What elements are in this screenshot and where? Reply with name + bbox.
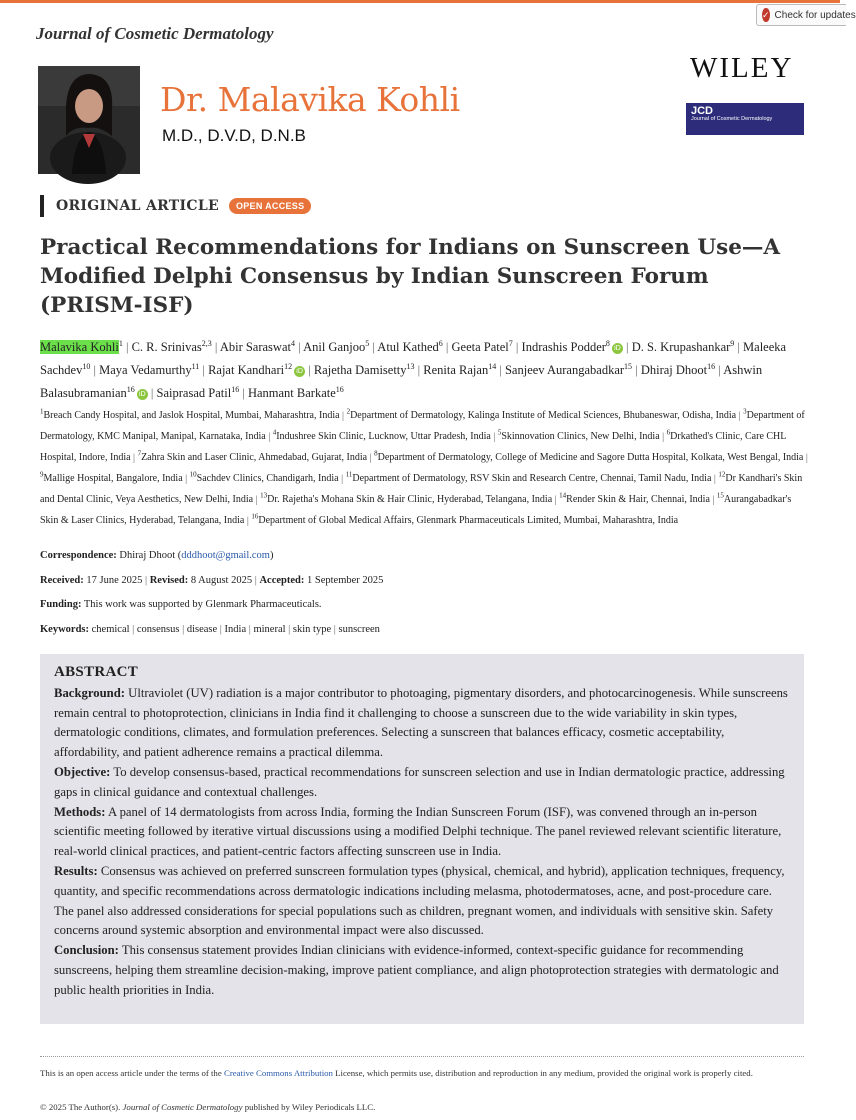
author-affiliation-sup: 14: [488, 362, 497, 372]
correspondence: Correspondence: Dhiraj Dhoot (dddhoot@gmail.com): [40, 550, 274, 561]
affiliation-item: [346, 473, 712, 484]
author-separator: |: [147, 386, 157, 401]
author-affiliation-sup: 5: [365, 339, 370, 348]
keyword[interactable]: skin type: [292, 624, 332, 635]
keyword-separator: |: [129, 624, 137, 635]
affiliation-text: Dr. Rajetha's Mohana Skin & Hair Clinic, Hyderabad, Telangana, India: [267, 494, 553, 506]
results-text: Consensus was achieved on preferred sunscreen formulation types (physical, chemical, and hybrid), application techniques, frequency, quantity, and specific recommendations across dermatologic indications including melasma, photodermatoses, acne, and post-procedure care. The panel also addressed considerations for special populations such as children, pregnant women, and individuals with sensitive skin. Safety concerns around systemic absorption and environmental impact were also discussed.: [54, 863, 785, 938]
affiliation-text: Aurangabadkar's Skin & Laser Clinics, Hyderabad, Telangana, India: [40, 494, 792, 527]
keyword-separator: |: [179, 624, 187, 635]
copyright-journal: Journal of Cosmetic Dermatology: [122, 1102, 243, 1112]
author-separator: |: [90, 363, 100, 378]
article-type-row: [40, 195, 311, 217]
author-item[interactable]: [157, 386, 240, 400]
affiliation-text: Department of Dermatology, KMC Manipal, Manipal, Karnataka, India: [40, 410, 805, 443]
abstract-box: [40, 654, 804, 1024]
affiliation-sup: 7: [137, 450, 142, 459]
affiliation-separator: |: [709, 494, 717, 506]
affiliation-text: Drkathed's Clinic, Care CHL Hospital, Indore, India: [40, 431, 787, 464]
author-item[interactable]: [248, 386, 344, 400]
correspondence-name: Dhiraj Dhoot: [119, 550, 176, 561]
affiliation-sup: 3: [743, 408, 747, 416]
author-photo: [38, 66, 140, 174]
orcid-icon[interactable]: iD: [612, 343, 623, 354]
abstract-conclusion: [54, 941, 790, 1000]
author-item[interactable]: [314, 363, 415, 377]
journal-logo-subtitle: Journal of Cosmetic Dermatology: [691, 116, 773, 122]
author-affiliation-sup: 15: [624, 362, 633, 372]
author-affiliation-sup: 10: [82, 362, 91, 372]
affiliation-text: Sachdev Clinics, Chandigarh, India: [196, 473, 339, 485]
affiliation-text: Department of Global Medical Affairs, Glenmark Pharmaceuticals Limited, Mumbai, Maharashtra, India: [258, 515, 679, 527]
keywords-list: [92, 624, 380, 635]
affiliation-separator: |: [339, 410, 347, 422]
author-item[interactable]: [632, 340, 735, 354]
affiliation-sup: 6: [666, 429, 671, 438]
top-accent-bar: [0, 0, 840, 3]
author-affiliation-sup: 16: [231, 385, 240, 395]
keyword-separator: |: [285, 624, 293, 635]
affiliation-separator: |: [803, 452, 808, 464]
copyright-notice: [40, 1102, 375, 1112]
affiliation-separator: |: [367, 452, 375, 464]
author-name[interactable]: Atul Kathed: [377, 340, 439, 355]
affiliation-text: Dr Kandhari's Skin and Dental Clinic, Veya Aesthetics, New Delhi, India: [40, 473, 803, 506]
keyword-separator: |: [217, 624, 225, 635]
affiliation-text: Mallige Hospital, Bangalore, India: [43, 473, 183, 485]
orcid-icon[interactable]: iD: [294, 366, 305, 377]
author-item[interactable]: [99, 363, 199, 377]
correspondence-email[interactable]: dddhoot@gmail.com: [181, 550, 270, 561]
affiliation-separator: |: [265, 431, 273, 443]
journal-logo-abbr: JCD: [691, 105, 714, 117]
affiliation-item: [260, 494, 552, 505]
affiliation-item: [40, 473, 183, 484]
affiliation-separator: |: [253, 494, 261, 506]
affiliation-sup: 12: [718, 471, 726, 480]
check-for-updates-button[interactable]: [756, 4, 856, 26]
affiliation-sup: 10: [189, 471, 197, 480]
open-access-badge[interactable]: OPEN ACCESS: [229, 198, 311, 214]
keyword[interactable]: disease: [186, 624, 218, 635]
author-item[interactable]: [132, 340, 212, 354]
affiliation-separator: |: [736, 410, 744, 422]
author-item[interactable]: [220, 340, 295, 354]
affiliation-item: [190, 473, 339, 484]
author-affiliation-sup: 1: [118, 339, 123, 348]
affiliation-sup: 9: [40, 471, 44, 480]
author-separator: |: [305, 363, 314, 378]
background-label: Background:: [54, 685, 125, 700]
revised-date: 8 August 2025: [190, 575, 253, 586]
copyright-suffix: published by Wiley Periodicals LLC.: [244, 1102, 376, 1112]
affiliation-item: [251, 515, 678, 526]
article-dates: Received: 17 June 2025 | Revised: 8 August 2025 | Accepted: 1 September 2025: [40, 575, 384, 586]
author-separator: |: [734, 340, 744, 355]
author-affiliation-sup: 9: [730, 339, 735, 348]
keyword[interactable]: chemical: [91, 624, 130, 635]
affiliation-sup: 11: [345, 471, 353, 480]
author-affiliation-sup: 16: [126, 385, 135, 395]
revised-label: Revised:: [149, 575, 189, 586]
funding-label: Funding:: [40, 599, 82, 610]
affiliation-item: [347, 410, 737, 421]
author-affiliation-sup: 8: [605, 339, 610, 348]
author-item[interactable]: [641, 363, 715, 377]
conclusion-label: Conclusion:: [54, 943, 119, 958]
author-separator: |: [369, 340, 378, 355]
affiliation-separator: |: [130, 452, 138, 464]
author-name[interactable]: D. S. Krupashankar: [631, 340, 731, 355]
conclusion-text: This consensus statement provides Indian clinicians with evidence-informed, context-specific guidance for recommending sunscreens, helping them streamline decision-making, improve patient compliance, and align photoprotection strategies with dermatologic and public health priorities in India.: [54, 943, 779, 997]
license-notice: [40, 1067, 810, 1080]
keyword[interactable]: consensus: [136, 624, 180, 635]
affiliation-sup: 15: [716, 492, 724, 501]
objective-label: Objective:: [54, 764, 111, 779]
author-separator: |: [199, 363, 209, 378]
author-name[interactable]: Anil Ganjoo: [303, 340, 366, 355]
author-name[interactable]: Sanjeev Aurangabadkar: [504, 363, 625, 378]
affiliation-text: Breach Candy Hospital, and Jaslok Hospital, Mumbai, Maharashtra, India: [43, 410, 340, 422]
author-item[interactable]: [40, 340, 123, 354]
affiliation-item: [138, 452, 368, 463]
author-name[interactable]: Maya Vedamurthy: [99, 363, 192, 378]
author-affiliation-sup: 2,3: [201, 339, 212, 348]
affiliation-separator: |: [182, 473, 190, 485]
affiliation-text: Department of Dermatology, RSV Skin and Research Centre, Chennai, Tamil Nadu, India: [352, 473, 712, 485]
affiliation-text: Indushree Skin Clinic, Lucknow, Uttar Pradesh, India: [276, 431, 491, 443]
author-affiliation-sup: 16: [707, 362, 716, 372]
affiliation-text: Skinnovation Clinics, New Delhi, India: [501, 431, 660, 443]
author-separator: |: [239, 386, 248, 401]
author-name[interactable]: Dhiraj Dhoot: [640, 363, 708, 378]
received-label: Received:: [40, 575, 84, 586]
author-name[interactable]: Malavika Kohli: [40, 340, 119, 355]
affiliation-sup: 8: [374, 450, 378, 459]
article-type-bar: [40, 195, 44, 217]
keyword[interactable]: mineral: [253, 624, 286, 635]
author-item[interactable]: [208, 363, 305, 377]
author-affiliation-sup: 7: [508, 339, 513, 348]
keyword-separator: |: [331, 624, 339, 635]
author-separator: |: [442, 340, 452, 355]
check-for-updates-label: Check for updates: [774, 9, 856, 21]
methods-label: Methods:: [54, 804, 106, 819]
affiliation-sup: 13: [260, 492, 268, 501]
affiliation-item: [40, 410, 340, 421]
orcid-icon[interactable]: iD: [137, 389, 148, 400]
affiliation-separator: |: [490, 431, 498, 443]
author-separator: |: [122, 340, 132, 355]
funding-text: This work was supported by Glenmark Pharmaceuticals.: [83, 599, 322, 610]
keywords-label: Keywords:: [40, 624, 89, 635]
author-item[interactable]: [505, 363, 632, 377]
affiliation-separator: |: [711, 473, 719, 485]
affiliation-separator: |: [338, 473, 346, 485]
author-item[interactable]: [522, 340, 623, 354]
affiliation-item: [498, 431, 660, 442]
author-name[interactable]: Saiprasad Patil: [156, 386, 232, 401]
banner-author-degrees: M.D., D.V.D, D.N.B: [162, 126, 306, 145]
author-item[interactable]: [303, 340, 369, 354]
accepted-date: 1 September 2025: [307, 575, 384, 586]
affiliation-sup: 14: [559, 492, 567, 501]
copyright-prefix: © 2025 The Author(s).: [40, 1102, 121, 1112]
abstract-objective: [54, 763, 790, 803]
author-item[interactable]: [423, 363, 496, 377]
affiliation-item: [559, 494, 710, 505]
author-separator: |: [632, 363, 641, 378]
affiliation-sup: 4: [272, 429, 277, 438]
affiliation-sup: 16: [251, 513, 259, 522]
affiliation-item: [374, 452, 803, 463]
affiliation-text: Render Skin & Hair, Chennai, India: [566, 494, 710, 506]
methods-text: A panel of 14 dermatologists from across India, forming the Indian Sunscreen Forum (ISF), was convened through an in-person scientific meeting followed by iterative virtual discussions using a modified Delphi technique. The panel reviewed relevant scientific literature, real-world clinical practices, and patient-centric factors affecting sunscreen use in India.: [54, 804, 782, 859]
keywords: [40, 624, 380, 635]
affiliations: [40, 404, 810, 530]
funding: [40, 599, 322, 610]
author-affiliation-sup: 13: [406, 362, 415, 372]
affiliation-separator: |: [244, 515, 252, 527]
author-name[interactable]: Rajat Kandhari: [208, 363, 285, 378]
author-separator: |: [414, 363, 424, 378]
author-affiliation-sup: 12: [284, 362, 293, 372]
results-label: Results:: [54, 863, 98, 878]
received-date: 17 June 2025: [86, 575, 143, 586]
keyword-separator: |: [246, 624, 254, 635]
keyword[interactable]: sunscreen: [338, 624, 380, 635]
author-separator: |: [496, 363, 505, 378]
author-item[interactable]: [377, 340, 442, 354]
author-name[interactable]: C. R. Srinivas: [131, 340, 202, 355]
affiliation-sup: 2: [346, 408, 351, 416]
accepted-label: Accepted:: [259, 575, 305, 586]
author-name[interactable]: Geeta Patel: [451, 340, 509, 355]
author-affiliation-sup: 16: [335, 385, 344, 395]
author-name[interactable]: Hanmant Barkate: [247, 386, 336, 401]
author-separator: |: [512, 340, 522, 355]
article-title: Practical Recommendations for Indians on Sunscreen Use—A Modified Delphi Consensus by Indian Sunscreen Forum (PRISM-ISF): [40, 235, 781, 318]
objective-text: To develop consensus-based, practical recommendations for sunscreen selection and use in Indian dermatologic practice, addressing gaps in clinical guidance and contextual challenges.: [54, 764, 785, 799]
author-name[interactable]: Maleeka Sachdev: [40, 340, 787, 378]
license-before: This is an open access article under the terms of the: [40, 1068, 222, 1078]
author-separator: |: [211, 340, 220, 355]
author-name[interactable]: Ashwin Balasubramanian: [40, 363, 763, 401]
abstract-methods: [54, 803, 790, 862]
affiliation-sup: 5: [497, 429, 502, 438]
journal-name: Journal of Cosmetic Dermatology: [36, 24, 274, 43]
correspondence-label: Correspondence:: [40, 550, 117, 561]
creative-commons-link[interactable]: Creative Commons Attribution: [223, 1068, 333, 1078]
author-name[interactable]: Renita Rajan: [423, 363, 489, 378]
footer-divider: [40, 1056, 804, 1057]
background-text: Ultraviolet (UV) radiation is a major contributor to photoaging, pigmentary disorders, and photocarcinogenesis. While sunscreens remain central to photoprotection, clinicians in India find it challenging to choose a sunscreen due to the wide variability in skin types, dermatologic conditions, climates, and formulation preferences. Selecting a sunscreen that balances efficacy, cosmetic acceptability, affordability, and patient adherence remains a practical dilemma.: [54, 685, 788, 760]
affiliation-text: Department of Dermatology, College of Medicine and Sagore Dutta Hospital, Kolkata, West Bengal, India: [377, 452, 804, 464]
crossmark-icon: ✓: [762, 10, 770, 20]
affiliation-text: Department of Dermatology, Kalinga Institute of Medical Sciences, Bhubaneswar, Odisha, India: [350, 410, 737, 422]
abstract-heading: ABSTRACT: [54, 664, 139, 680]
author-affiliation-sup: 4: [290, 339, 295, 348]
author-item[interactable]: [452, 340, 513, 354]
abstract-background: [54, 684, 790, 763]
affiliation-item: [273, 431, 491, 442]
author-affiliation-sup: 11: [191, 362, 200, 372]
publisher-logo[interactable]: WILEY: [690, 52, 794, 84]
journal-logo[interactable]: [686, 103, 804, 135]
author-name[interactable]: Indrashis Podder: [521, 340, 606, 355]
author-name[interactable]: Abir Saraswat: [219, 340, 291, 355]
author-separator: |: [622, 340, 632, 355]
abstract-results: [54, 862, 790, 941]
article-type-label: ORIGINAL ARTICLE: [56, 198, 219, 214]
affiliation-separator: |: [552, 494, 560, 506]
affiliation-text: Zahra Skin and Laser Clinic, Ahmedabad, Gujarat, India: [141, 452, 368, 464]
affiliation-separator: |: [659, 431, 667, 443]
author-separator: |: [294, 340, 304, 355]
keyword[interactable]: India: [224, 624, 247, 635]
author-list: [40, 334, 810, 403]
author-affiliation-sup: 6: [438, 339, 443, 348]
banner-author-name: Dr. Malavika Kohli: [160, 80, 460, 119]
author-name[interactable]: Rajetha Damisetty: [313, 363, 407, 378]
affiliation-sup: 1: [40, 408, 44, 416]
author-separator: |: [715, 363, 724, 378]
license-after: License, which permits use, distribution and reproduction in any medium, provided the original work is properly cited.: [335, 1068, 753, 1078]
